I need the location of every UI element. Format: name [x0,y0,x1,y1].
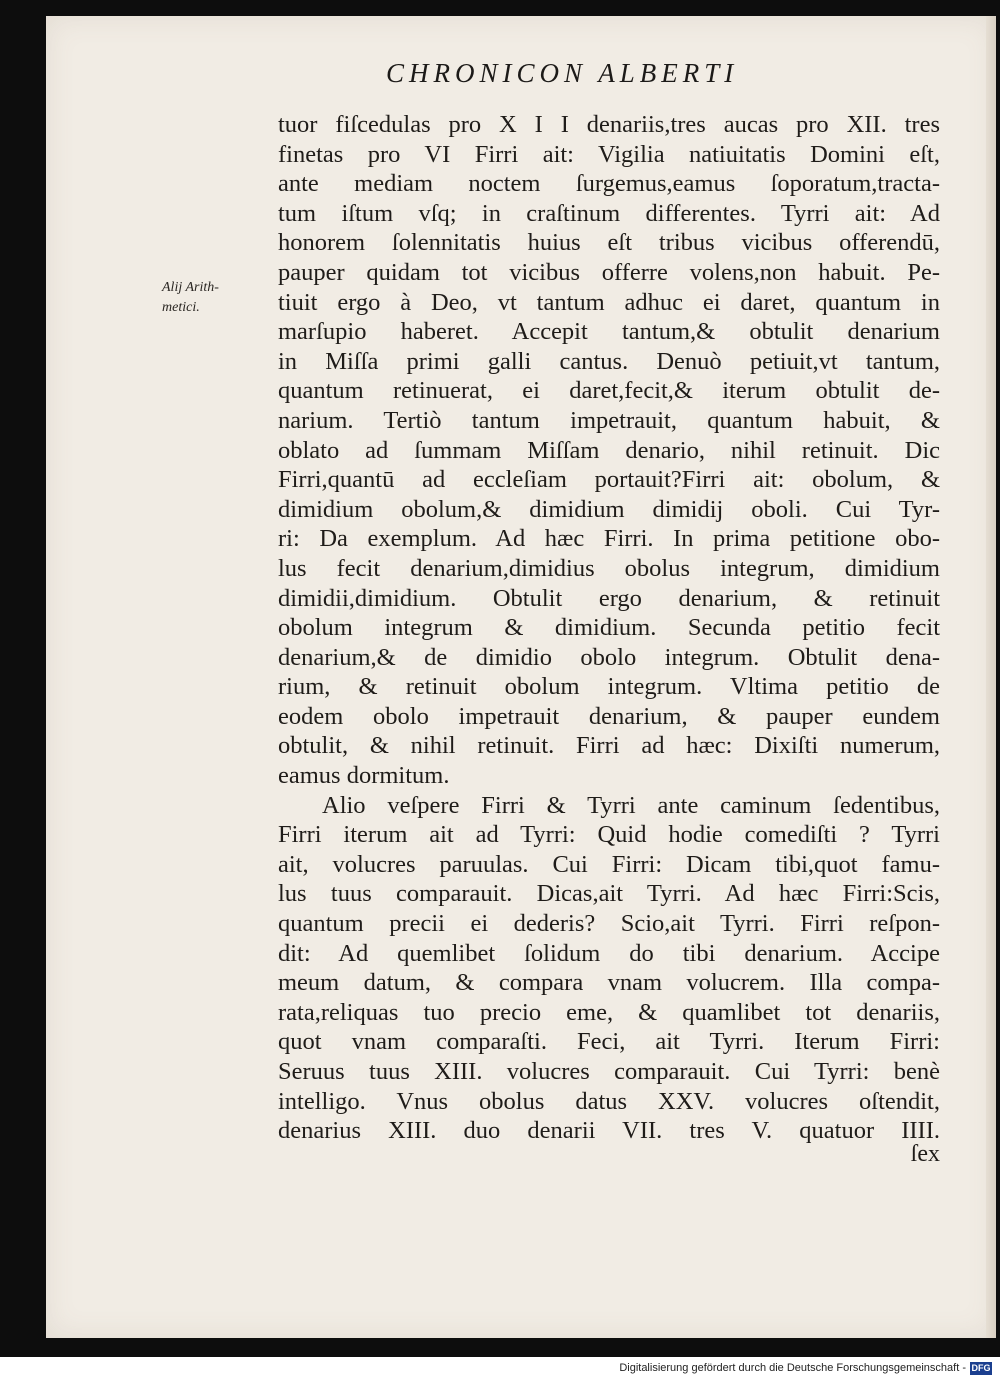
text-line: dit: Ad quemlibet ſolidum do tibi denarium. Accipe [278,939,940,967]
dfg-logo: DFG [971,1363,991,1373]
text-line: Firri iterum ait ad Tyrri: Quid hodie comediſti ? Tyrri [278,821,940,849]
text-line: lus tuus comparauit. Dicas,ait Tyrri. Ad hæc Firri:Scis, [278,880,940,908]
text-line: Seruus tuus XIII. volucres comparauit. Cui Tyrri: benè [278,1058,940,1085]
text-line: marſupio haberet. Accepit tantum,& obtulit denarium [278,318,940,346]
text-line: quot vnam comparaſti. Feci, ait Tyrri. Iterum Firri: [278,1028,940,1056]
text-line: oblato ad ſummam Miſſam denario, nihil retinuit. Dic [278,436,940,464]
text-line: Firri,quantū ad eccleſiam portauit?Firri ait: obolum, & [278,466,940,494]
text-line: tum iſtum vſq; in craſtinum differentes. Tyrri ait: Ad [278,199,940,227]
catchword: ſex [910,1141,940,1167]
text-line: eodem obolo impetrauit denarium, & pauper eundem [278,702,940,730]
paragraph-end-line: eamus dormitum. [278,762,450,790]
page-edge [986,16,996,1338]
text-line: obtulit, & nihil retinuit. Firri ad hæc: Dixiſti numerum, [278,732,940,760]
digitization-credit: Digitalisierung gefördert durch die Deutsche Forschungsgemeinschaft - [619,1362,966,1374]
text-line: rium, & retinuit obolum integrum. Vltima petitio de [278,673,940,701]
text-line: ri: Da exemplum. Ad hæc Firri. In prima petitione obo- [278,525,940,553]
marginal-note-line: Alij Arith- [162,280,219,295]
text-line: meum datum, & compara vnam volucrem. Illa compa- [278,969,940,997]
body-text [278,110,940,1146]
marginal-note [162,278,272,318]
book-page [46,16,996,1338]
text-line: tuor fiſcedulas pro X I I denariis,tres aucas pro XII. tres [278,111,940,138]
text-line: ante mediam noctem ſurgemus,eamus ſoporatum,tracta- [278,170,940,198]
text-line: denarium,& de dimidio obolo integrum. Obtulit dena- [278,643,940,671]
text-line: ait, volucres paruulas. Cui Firri: Dicam tibi,quot famu- [278,850,940,878]
text-line: lus fecit denarium,dimidius obolus integrum, dimidium [278,554,940,582]
text-line: in Miſſa primi galli cantus. Denuò petiuit,vt tantum, [278,347,940,375]
text-line: obolum integrum & dimidium. Secunda petitio fecit [278,614,940,642]
text-line: dimidii,dimidium. Obtulit ergo denarium, & retinuit [278,584,940,612]
marginal-note-line: metici. [162,300,200,315]
text-line: denarius XIII. duo denarii VII. tres V. quatuor IIII. [278,1117,940,1145]
text-line: pauper quidam tot vicibus offerre volens,non habuit. Pe- [278,258,940,286]
text-line: dimidium obolum,& dimidium dimidij oboli. Cui Tyr- [278,495,940,523]
text-line: intelligo. Vnus obolus datus XXV. volucres oſtendit, [278,1087,940,1115]
text-line: quantum retinuerat, ei daret,fecit,& iterum obtulit de- [278,377,940,405]
text-line: quantum precii ei dederis? Scio,ait Tyrri. Firri reſpon- [278,910,940,938]
text-line: tiuit ergo à Deo, vt tantum adhuc ei daret, quantum in [278,288,940,316]
text-line: rata,reliquas tuo precio eme, & quamlibet tot denariis, [278,998,940,1026]
text-line: finetas pro VI Firri ait: Vigilia natiuitatis Domini eſt, [278,140,940,168]
text-line: honorem ſolennitatis huius eſt tribus vicibus offerendū, [278,229,940,257]
text-line: narium. Tertiò tantum impetrauit, quantum habuit, & [278,406,940,434]
running-head: CHRONICON ALBERTI [386,58,739,88]
paragraph-start-line: Alio veſpere Firri & Tyrri ante caminum ſedentibus, [322,791,940,819]
